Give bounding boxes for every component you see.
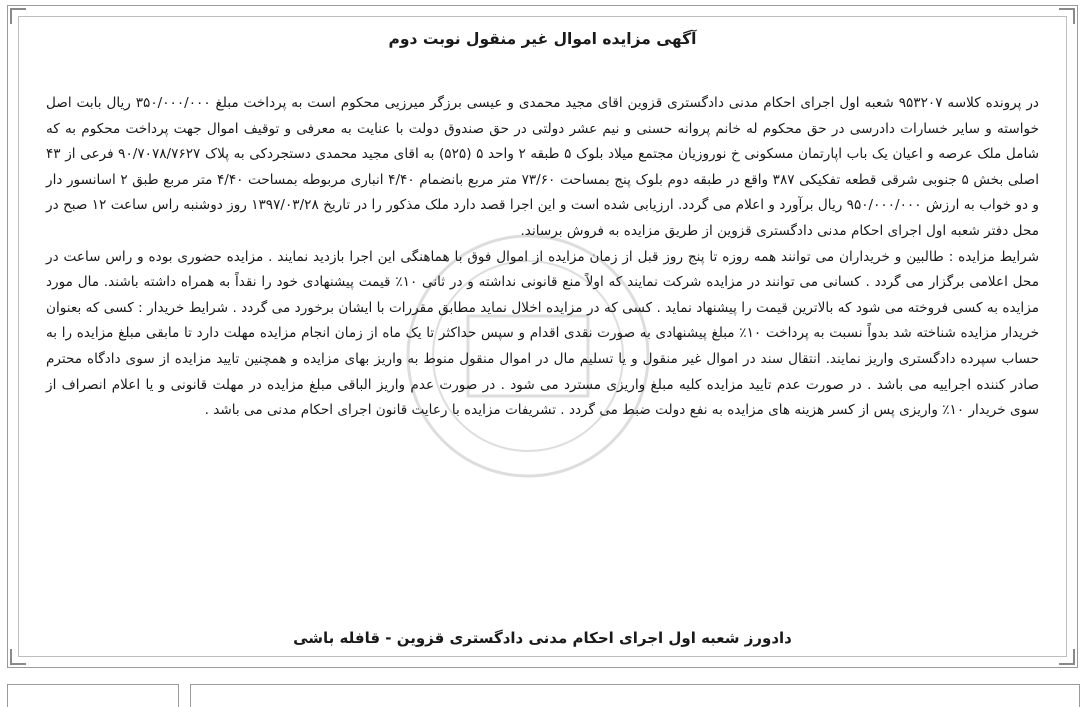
notice-signature: دادورز شعبه اول اجرای احکام مدنی دادگستری قزوین - قافله باشی bbox=[293, 629, 792, 647]
adjacent-notice-box-left bbox=[7, 684, 179, 707]
adjacent-notice-box-right bbox=[190, 684, 1080, 707]
auction-notice bbox=[7, 5, 1078, 668]
notice-paragraph-conditions: شرایط مزایده : طالبین و خریداران می توانند همه روزه تا پنج روز قبل از زمان مزایده از اموال فوق با هماهنگی این اجرا بازدید نمایند . مزایده حضوری بوده و راس ساعت در محل اعلامی برگزار می گردد . کسانی می توانند در مزایده شرکت نمایند که اولاً منع قانونی نداشته و در ثانی ۱۰٪ قیمت پیشنهادی خود را نقداً به همراه داشته باشند. مال مورد مزایده به کسی فروخته می شود که بالاترین قیمت را پیشنهاد نماید . کسی که در مزایده اخلال نماید مطابق مقررات با ایشان برخورد می گردد . شرایط خریدار : کسی که بعنوان خریدار مزایده شناخته شد بدواً نسبت به پرداخت ۱۰٪ مبلغ پیشنهادی به صورت نقدی اقدام و سپس حداکثر تا یک ماه از زمان انجام مزایده مهلت دارد تا مابقی مبلغ مزایده را به حساب سپرده دادگستری واریز نمایند. انتقال سند در اموال غیر منقول و یا تسلیم مال در اموال منقول منوط به واریز بهای مزایده و همچنین تایید مزایده از سوی دادگاه محترم صادر کننده اجراییه می باشد . در صورت عدم تایید مزایده کلیه مبلغ واریزی مسترد می شود . در صورت عدم واریز الباقی مبلغ مزایده در مهلت قانونی و یا اعلام انصراف از سوی خریدار ۱۰٪ واریزی پس از کسر هزینه های مزایده به نفع دولت ضبط می گردد . تشریفات مزایده با رعایت قانون اجرای احکام مدنی می باشد . bbox=[46, 248, 1039, 419]
notice-paragraph-main: در پرونده کلاسه ۹۵۳۲۰۷ شعبه اول اجرای احکام مدنی دادگستری قزوین اقای مجید محمدی و عیسی برزگر میرزیی محکوم است به پرداخت مبلغ ۳۵۰/۰۰۰/۰۰۰ ریال بابت اصل خواسته و سایر خسارات دادرسی در حق محکوم له خانم پروانه حسنی و نیم عشر دولتی در حق صندوق دولت با عنایت به معرفی و توقیف اموال جهت پرداخت محکوم به که شامل ملک عرصه و اعیان یک باب اپارتمان مسکونی خ نوروزیان مجتمع میلاد بلوک ۵ طبقه ۲ واحد ۵ (۵۲۵) به اقای مجید محمدی دستجردکی به پلاک ۹۰/۷۰۷۸/۷۶۲۷ فرعی از ۴۳ اصلی بخش ۵ جنوبی شرقی قطعه تفکیکی ۳۸۷ واقع در طبقه دوم بلوک پنج بمساحت ۷۳/۶۰ متر مربع بانضمام ۴/۴۰ انباری مربوطه بمساحت ۴/۴۰ متر مربع طبق ۲ اسانسور دار و دو خواب به ارزش ۹۵۰/۰۰۰/۰۰۰ ریال برآورد و اعلام می گردد. ارزیابی شده است و این اجرا قصد دارد ملک مذکور را در تاریخ ۱۳۹۷/۰۳/۲۸ روز دوشنبه راس ساعت ۱۲ صبح در محل دفتر شعبه اول اجرای احکام مدنی دادگستری قزوین از طریق مزایده به فروش برساند. bbox=[46, 95, 1040, 239]
corner-ornament-bottom-left bbox=[10, 649, 26, 665]
notice-body bbox=[46, 91, 1039, 424]
notice-title: آگهی مزایده اموال غیر منقول نوبت دوم bbox=[388, 30, 697, 48]
corner-ornament-top-left bbox=[10, 8, 26, 24]
corner-ornament-bottom-right bbox=[1059, 649, 1075, 665]
corner-ornament-top-right bbox=[1059, 8, 1075, 24]
